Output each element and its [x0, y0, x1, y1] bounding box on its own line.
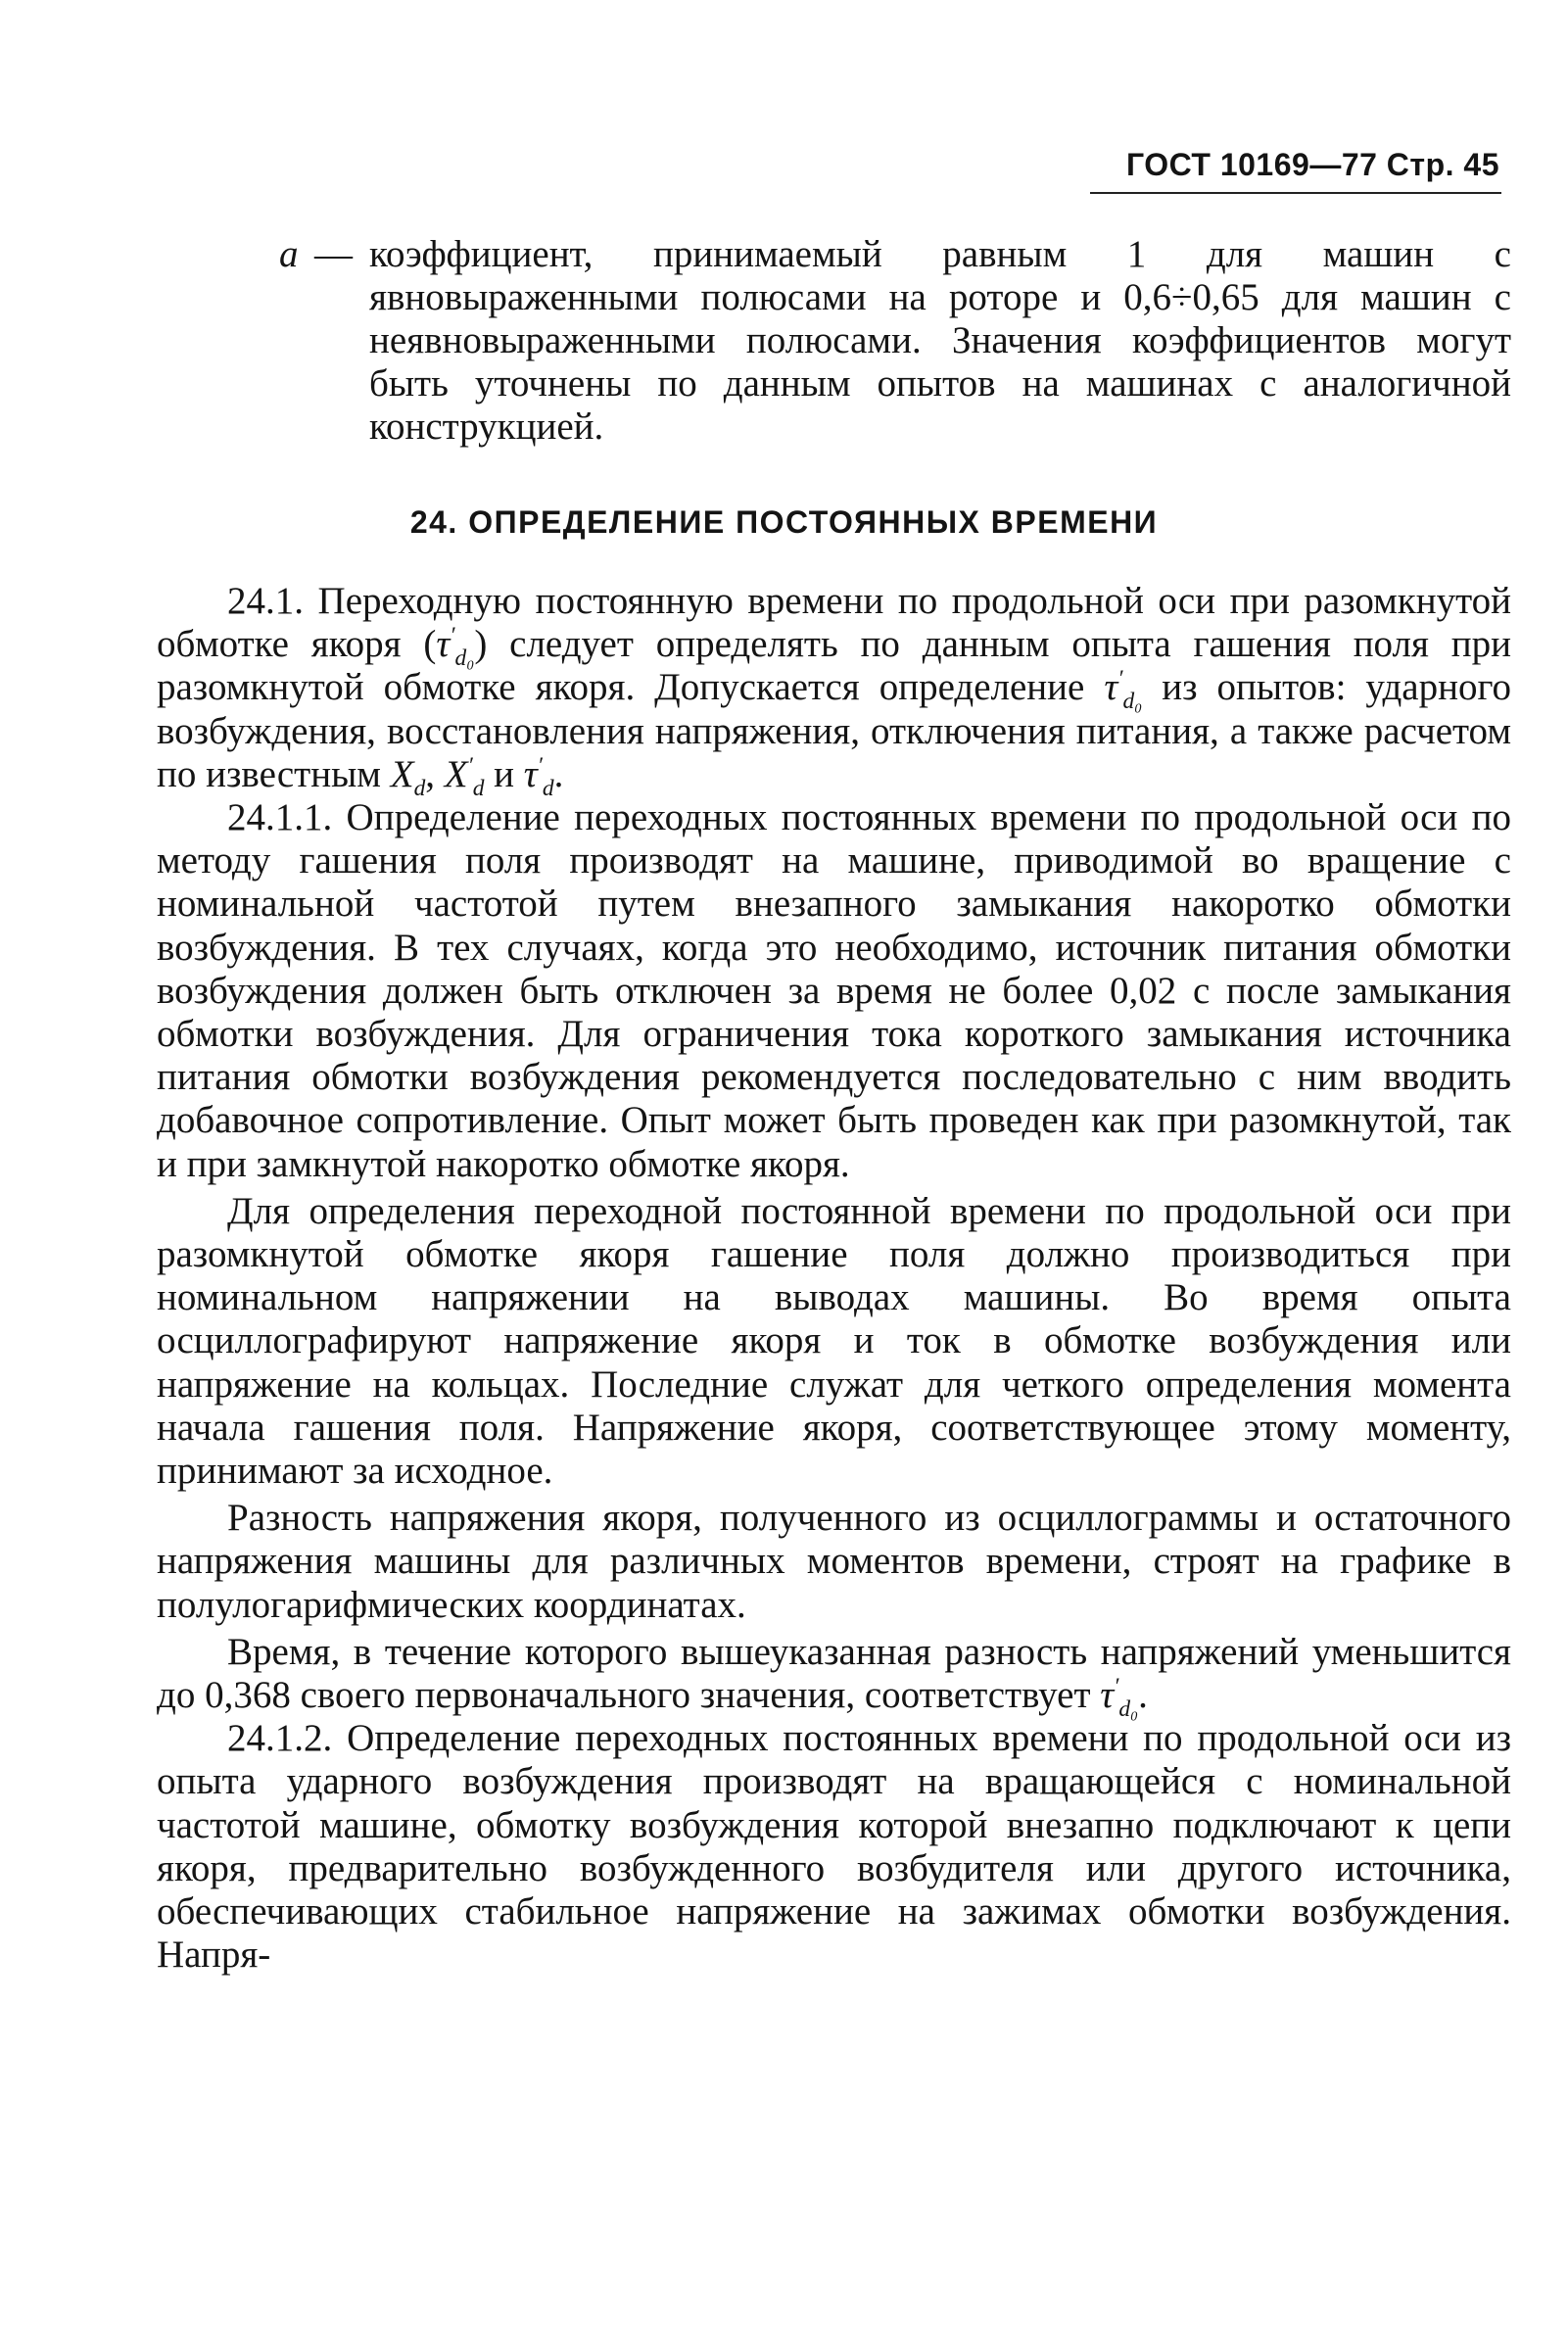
- p1-text-d: ,: [425, 752, 445, 795]
- paragraph-field-suppression: Для определения переходной постоянной времени по продольной оси при разомкнутой обмотке якоря гашение поля должно производиться при номинальном напряжении на выводах машины. Во время опыта осциллографируют напряжение якоря и ток в обмотке возбуждения или напряжение на кольцах. Последние служат для четкого определения момента начала гашения поля. Напряжение якоря, соответствующее этому моменту, принимают за исходное.: [157, 1189, 1511, 1493]
- body-text: [157, 580, 1511, 1978]
- tau-d-prime-symbol: $\tau'_d$: [523, 752, 554, 801]
- definition-text: коэффициент, принимаемый равным 1 для машин с явновыраженными полюсами на роторе и 0,6÷0,65 для машин с неявновыраженными полюсами. Значения коэффициентов могут быть уточнены по данным опытов на машинах с аналогичной конструкцией.: [369, 233, 1511, 448]
- paragraph-time-constant: [157, 1630, 1511, 1722]
- paragraph-24-1-2: 24.1.2. Определение переходных постоянных времени по продольной оси из опыта ударного возбуждения производят на вращающейся с номинальной частотой машине, обмотку возбуждения которой внезапно подключают к цепи якоря, предварительно возбужденного возбудителя или другого источника, обеспечивающих стабильное напряжение на зажимах обмотки возбуждения. Напря-: [157, 1717, 1511, 1977]
- coefficient-definition: [279, 233, 1511, 449]
- paragraph-24-1-1: 24.1.1. Определение переходных постоянных времени по продольной оси по методу гашения поля производят на машине, приводимой во вращение с номинальной частотой путем внезапного замыкания накоротко обмотки возбуждения. В тех случаях, когда это необходимо, источник питания обмотки возбуждения должен быть отключен за время не более 0,02 с после замыкания обмотки возбуждения. Для ограничения тока короткого замыкания источника питания обмотки возбуждения рекомендуется последовательно с ним вводить добавочное сопротивление. Опыт может быть проведен как при разомкнутой, так и при замкнутой накоротко обмотке якоря.: [157, 796, 1511, 1185]
- p1-text-c: из опытов: ударного возбуждения, восстановления напряжения, отключения питания, а также расчетом по известным: [157, 666, 1511, 795]
- p1-text-b: ) следует определять по данным опыта гашения поля при разомкнутой обмотке якоря. Допускается определение: [157, 623, 1511, 709]
- section-heading: 24. ОПРЕДЕЛЕНИЕ ПОСТОЯННЫХ ВРЕМЕНИ: [409, 504, 1159, 540]
- tau-d0-prime-symbol: $\tau'_{d_0}$: [1100, 1674, 1139, 1722]
- page-header: ГОСТ 10169—77 Стр. 45: [1125, 147, 1499, 182]
- p1-text-a: 24.1. Переходную постоянную времени по продольной оси при разомкнутой обмотке якоря (: [157, 580, 1511, 666]
- tau-d0-prime-symbol: $\tau'_{d_0}$: [1104, 666, 1143, 715]
- definition-term: a: [279, 233, 299, 275]
- definition-dash: —: [314, 233, 353, 275]
- p5-text-a: Время, в течение которого вышеуказанная разность напряжений уменьшится до 0,368 своего первоначального значения, соответствует: [157, 1630, 1511, 1717]
- x-d-prime-symbol: $X'_d$: [444, 752, 485, 801]
- p1-text-e: и: [484, 752, 524, 795]
- paragraph-24-1: [157, 580, 1511, 801]
- paragraph-voltage-difference: Разность напряжения якоря, полученного из осциллограммы и остаточного напряжения машины для различных моментов времени, строят на графике в полулогарифмических координатах.: [157, 1497, 1511, 1626]
- p5-text-b: .: [1138, 1674, 1148, 1717]
- x-d-symbol: $X_d$: [390, 752, 426, 801]
- p1-text-f: .: [553, 752, 564, 795]
- tau-d0-prime-symbol: $\tau'_{d_0}$: [436, 623, 475, 671]
- header-rule: [1090, 192, 1501, 194]
